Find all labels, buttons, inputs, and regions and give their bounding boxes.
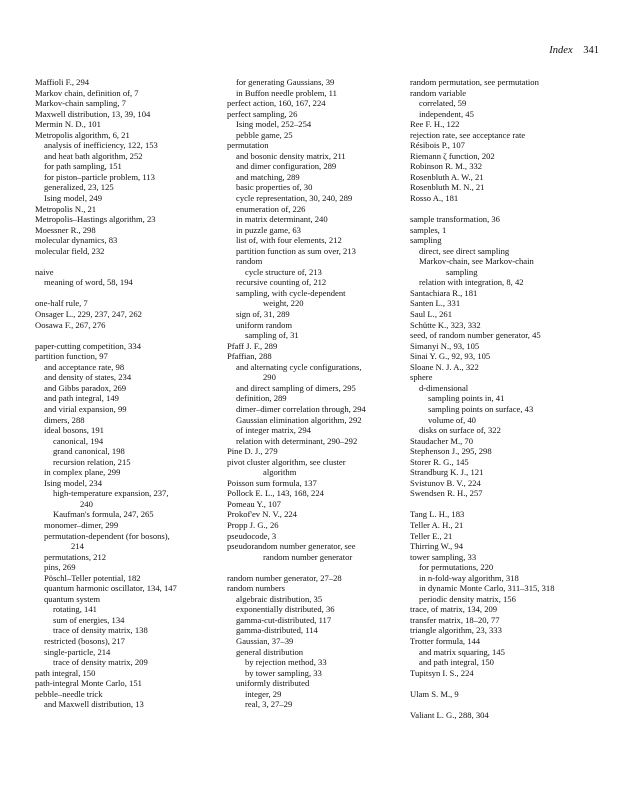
index-entry: Pine D. J., 279 [227,446,278,457]
index-subentry: and density of states, 234 [44,372,132,383]
index-entry: path integral, 150 [35,667,96,678]
index-entry: Prokof'ev N. V., 224 [227,509,297,520]
index-entry: Robinson R. M., 332 [410,161,483,172]
index-subentry: and path integral, 150 [419,657,494,668]
index-subentry: uniformly distributed [236,678,310,689]
index-entry: samples, 1 [410,224,447,235]
index-entry: Markov chain, definition of, 7 [35,87,139,98]
index-entry: naive [35,266,54,277]
index-subentry: Pöschl–Teller potential, 182 [44,572,141,583]
index-subentry: analysis of inefficiency, 122, 153 [44,140,158,151]
index-entry: transfer matrix, 18–20, 77 [410,614,500,625]
index-entry: Valiant L. G., 288, 304 [410,709,489,720]
index-subentry: definition, 289 [236,393,287,404]
index-subentry: general distribution [236,646,304,657]
index-subentry: grand canonical, 198 [53,446,125,457]
index-entry: Sloane N. J. A., 322 [410,361,479,372]
entry-gap [410,678,555,689]
index-subentry: and virial expansion, 99 [44,403,127,414]
index-entry: Staudacher M., 70 [410,435,474,446]
index-entry: one-half rule, 7 [35,298,88,309]
index-entry: random permutation, see permutation [410,77,539,87]
index-subentry: and path integral, 149 [44,393,119,404]
index-entry: Strandburg K. J., 121 [410,467,484,478]
index-entry: Rosenbluth M. N., 21 [410,182,485,193]
index-column-3 [410,77,555,720]
index-subentry: quantum system [44,593,101,604]
index-subentry: enumeration of, 226 [236,203,306,214]
index-entry: sphere [410,372,433,383]
index-subentry: and bosonic density matrix, 211 [236,150,346,161]
index-entry: Tupitsyn I. S., 224 [410,667,474,678]
index-entry: Simanyi N., 93, 105 [410,340,480,351]
index-entry: random variable [410,87,467,98]
index-entry: Teller E., 21 [410,530,453,541]
index-entry: Metropolis algorithm, 6, 21 [35,129,130,140]
index-subentry: restricted (bosons), 217 [44,635,125,646]
header-label: Index [549,45,573,56]
index-subentry: and Maxwell distribution, 13 [44,699,144,710]
index-entry: Moessner R., 298 [35,224,96,235]
index-subentry: ideal bosons, 191 [44,425,104,436]
entry-gap [35,330,177,341]
index-entry: Markov-chain sampling, 7 [35,98,126,109]
index-subentry: permutations, 212 [44,551,107,562]
index-entry: partition function, 97 [35,351,108,362]
index-subentry: cycle structure of, 213 [245,266,322,277]
index-subentry: trace of density matrix, 209 [53,657,148,668]
index-entry: seed, of random number generator, 45 [410,330,541,341]
index-entry: Rosenbluth A. W., 21 [410,171,484,182]
index-subentry: correlated, 59 [419,98,467,109]
index-entry: Stephenson J., 295, 298 [410,446,492,457]
entry-gap [35,256,177,267]
index-entry: Oosawa F., 267, 276 [35,319,106,330]
index-subentry: algebraic distribution, 35 [236,593,323,604]
index-subentry: periodic density matrix, 156 [419,593,516,604]
index-subentry: Gaussian elimination algorithm, 292 [236,414,362,425]
index-subentry: Markov-chain, see Markov-chain [419,256,534,267]
index-entry: Santen L., 331 [410,298,461,309]
index-entry: Storer R. G., 145 [410,456,469,467]
index-subentry: single-particle, 214 [44,646,111,657]
index-entry: Swendsen R. H., 257 [410,488,483,499]
index-entry: random numbers [227,583,285,594]
index-entry: Maffioli F., 294 [35,77,90,87]
index-subentry: basic properties of, 30 [236,182,313,193]
index-entry: molecular field, 232 [35,245,105,256]
index-column-2 [227,77,366,710]
index-subentry: sum of energies, 134 [53,614,125,625]
index-entry: Sinai Y. G., 92, 93, 105 [410,351,491,362]
index-subentry: and direct sampling of dimers, 295 [236,382,356,393]
index-subentry: and Gibbs paradox, 269 [44,382,127,393]
index-entry: Pollock E. L., 143, 168, 224 [227,488,324,499]
index-subentry: independent, 45 [419,108,474,119]
index-subentry: recursive counting of, 212 [236,277,327,288]
index-entry: Propp J. G., 26 [227,519,279,530]
entry-gap [410,204,555,215]
index-subentry: exponentially distributed, 36 [236,604,335,615]
page-number: 341 [583,45,599,56]
index-entry: perfect sampling, 26 [227,108,298,119]
index-entry: random number generator, 27–28 [227,572,342,583]
index-subentry: and matrix squaring, 145 [419,646,505,657]
index-entry: Ree F. H., 122 [410,119,460,130]
index-subentry: sign of, 31, 289 [236,309,290,320]
entry-gap [410,499,555,510]
index-subentry: algorithm [263,467,297,478]
index-subentry: direct, see direct sampling [419,245,510,256]
index-entry: Tang L. H., 183 [410,509,465,520]
index-subentry: meaning of word, 58, 194 [44,277,133,288]
index-entry: Svistunov B. V., 224 [410,477,481,488]
index-entry: pivot cluster algorithm, see cluster [227,456,346,467]
index-subentry: canonical, 194 [53,435,104,446]
index-entry: Saul L., 261 [410,309,453,320]
index-entry: molecular dynamics, 83 [35,235,118,246]
index-entry: pseudorandom number generator, see [227,541,356,552]
index-subentry: and alternating cycle configurations, [236,361,362,372]
index-subentry: and dimer configuration, 289 [236,161,337,172]
index-entry: Pfaffian, 288 [227,351,272,362]
index-subentry: partition function as sum over, 213 [236,245,356,256]
index-entry: Poisson sum formula, 137 [227,477,317,488]
index-subentry: monomer–dimer, 299 [44,519,119,530]
index-entry: triangle algorithm, 23, 333 [410,625,502,636]
index-subentry: Kaufman's formula, 247, 265 [53,509,154,520]
index-entry: pebble–needle trick [35,688,103,699]
entry-gap [35,288,177,299]
index-subentry: in puzzle game, 63 [236,224,301,235]
entry-gap [410,699,555,710]
entry-gap [227,562,366,573]
index-subentry: pins, 269 [44,562,76,573]
index-subentry: integer, 29 [245,688,282,699]
index-subentry: in matrix determinant, 240 [236,214,328,225]
index-subentry: in complex plane, 299 [44,467,121,478]
index-entry: rejection rate, see acceptance rate [410,129,526,140]
index-entry: Santachiara R., 181 [410,287,478,298]
index-subentry: random number generator [263,551,353,562]
index-subentry: 290 [263,372,276,383]
index-entry: sample transformation, 36 [410,214,500,225]
index-subentry: of integer matrix, 294 [236,425,311,436]
index-subentry: in Buffon needle problem, 11 [236,87,337,98]
index-column-1 [35,77,177,710]
index-entry: Pfaff J. F., 289 [227,340,278,351]
index-subentry: Ising model, 234 [44,477,103,488]
index-subentry: disks on surface of, 322 [419,425,501,436]
index-subentry: by rejection method, 33 [245,657,327,668]
index-entry: pseudocode, 3 [227,530,277,541]
index-subentry: random [236,256,263,267]
index-entry: Pomeau Y., 107 [227,498,281,509]
index-subentry: for piston–particle problem, 113 [44,171,155,182]
index-subentry: and matching, 289 [236,171,300,182]
index-subentry: quantum harmonic oscillator, 134, 147 [44,583,177,594]
index-entry: Maxwell distribution, 13, 39, 104 [35,108,151,119]
index-subentry: for path sampling, 151 [44,161,122,172]
index-subentry: d-dimensional [419,382,469,393]
index-subentry: trace of density matrix, 138 [53,625,148,636]
index-subentry: cycle representation, 30, 240, 289 [236,193,353,204]
index-subentry: in n-fold-way algorithm, 318 [419,572,519,583]
index-subentry: Ising model, 252–254 [236,119,312,130]
index-entry: Schütte K., 323, 332 [410,319,481,330]
index-entry: tower sampling, 33 [410,551,477,562]
index-entry: Mermin N. D., 101 [35,119,101,130]
index-subentry: and heat bath algorithm, 252 [44,150,143,161]
index-entry: Résibois P., 107 [410,140,465,151]
index-subentry: Gaussian, 37–39 [236,635,294,646]
index-subentry: in dynamic Monte Carlo, 311–315, 318 [419,583,555,594]
index-subentry: list of, with four elements, 212 [236,235,342,246]
index-subentry: pebble game, 25 [236,129,293,140]
index-subentry: for permutations, 220 [419,562,494,573]
index-subentry: sampling [446,266,478,277]
index-subentry: real, 3, 27–29 [245,699,293,710]
index-entry: Rosso A., 181 [410,193,459,204]
index-subentry: and acceptance rate, 98 [44,361,125,372]
index-entry: Metropolis N., 21 [35,203,97,214]
index-subentry: gamma-distributed, 114 [236,625,318,636]
index-entry: Metropolis–Hastings algorithm, 23 [35,214,156,225]
index-entry: perfect action, 160, 167, 224 [227,98,326,109]
index-entry: Thirring W., 94 [410,541,463,552]
index-entry: Onsager L., 229, 237, 247, 262 [35,309,142,320]
index-subentry: weight, 220 [263,298,304,309]
index-subentry: sampling, with cycle-dependent [236,287,346,298]
index-subentry: sampling of, 31 [245,330,299,341]
index-subentry: for generating Gaussians, 39 [236,77,335,87]
index-entry: path-integral Monte Carlo, 151 [35,678,142,689]
index-subentry: relation with determinant, 290–292 [236,435,358,446]
index-subentry: high-temperature expansion, 237, [53,488,169,499]
index-subentry: recursion relation, 215 [53,456,131,467]
index-entry: paper-cutting competition, 334 [35,340,142,351]
index-subentry: rotating, 141 [53,604,97,615]
index-subentry: relation with integration, 8, 42 [419,277,524,288]
index-subentry: by tower sampling, 33 [245,667,322,678]
index-entry: Ulam S. M., 9 [410,688,459,699]
index-subentry: dimers, 288 [44,414,85,425]
index-subentry: dimer–dimer correlation through, 294 [236,403,366,414]
index-subentry: 214 [71,541,84,552]
index-subentry: Ising model, 249 [44,193,103,204]
running-header [549,45,599,56]
index-subentry: volume of, 40 [428,414,476,425]
index-entry: Riemann ζ function, 202 [410,150,495,161]
index-subentry: generalized, 23, 125 [44,182,114,193]
index-subentry: gamma-cut-distributed, 117 [236,614,332,625]
index-subentry: 240 [80,498,93,509]
index-entry: permutation [227,140,269,151]
index-subentry: sampling points in, 41 [428,393,505,404]
index-entry: Teller A. H., 21 [410,519,464,530]
index-entry: sampling [410,235,442,246]
index-subentry: sampling points on surface, 43 [428,403,534,414]
index-subentry: permutation-dependent (for bosons), [44,530,170,541]
index-entry: Trotter formula, 144 [410,635,481,646]
index-entry: trace, of matrix, 134, 209 [410,604,498,615]
index-subentry: uniform random [236,319,293,330]
